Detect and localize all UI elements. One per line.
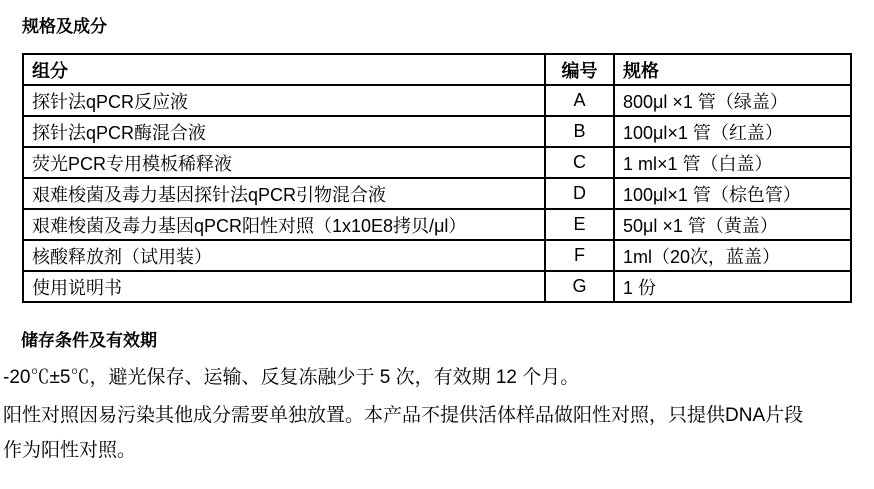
positive-control-note-line1: 阳性对照因易污染其他成分需要单独放置。本产品不提供活体样品做阳性对照，只提供DNA片段 [3,405,804,426]
column-header-component: 组分 [23,54,545,85]
table-row [23,240,851,271]
code-cell: D [545,178,614,209]
components-table [22,53,852,303]
storage-conditions-text: -20℃±5℃，避光保存、运输、反复冻融少于 5 次，有效期 12 个月。 [3,367,580,388]
component-cell: 艰难梭菌及毒力基因探针法qPCR引物混合液 [23,178,545,209]
component-cell: 荧光PCR专用模板稀释液 [23,147,545,178]
code-cell: B [545,116,614,147]
spec-cell: 100μl×1 管（棕色管） [614,178,851,209]
code-cell: A [545,85,614,116]
column-header-code: 编号 [545,54,614,85]
code-cell: F [545,240,614,271]
column-header-spec: 规格 [614,54,851,85]
spec-cell: 50μl ×1 管（黄盖） [614,209,851,240]
specs-section-title: 规格及成分 [22,17,107,36]
table-row [23,116,851,147]
spec-cell: 1ml（20次，蓝盖） [614,240,851,271]
spec-cell: 1 份 [614,271,851,302]
table-row [23,147,851,178]
component-cell: 核酸释放剂（试用装） [23,240,545,271]
code-cell: G [545,271,614,302]
code-cell: E [545,209,614,240]
spec-cell: 100μl×1 管（红盖） [614,116,851,147]
component-cell: 艰难梭菌及毒力基因qPCR阳性对照（1x10E8拷贝/μl） [23,209,545,240]
table-row [23,178,851,209]
table-row [23,85,851,116]
component-cell: 探针法qPCR反应液 [23,85,545,116]
table-row [23,209,851,240]
positive-control-note [3,398,874,468]
component-cell: 探针法qPCR酶混合液 [23,116,545,147]
spec-cell: 800μl ×1 管（绿盖） [614,85,851,116]
table-header-row [23,54,851,85]
code-cell: C [545,147,614,178]
spec-cell: 1 ml×1 管（白盖） [614,147,851,178]
table-row [23,271,851,302]
positive-control-note-line2: 作为阳性对照。 [3,440,137,461]
component-cell: 使用说明书 [23,271,545,302]
storage-section-title: 储存条件及有效期 [21,331,157,350]
